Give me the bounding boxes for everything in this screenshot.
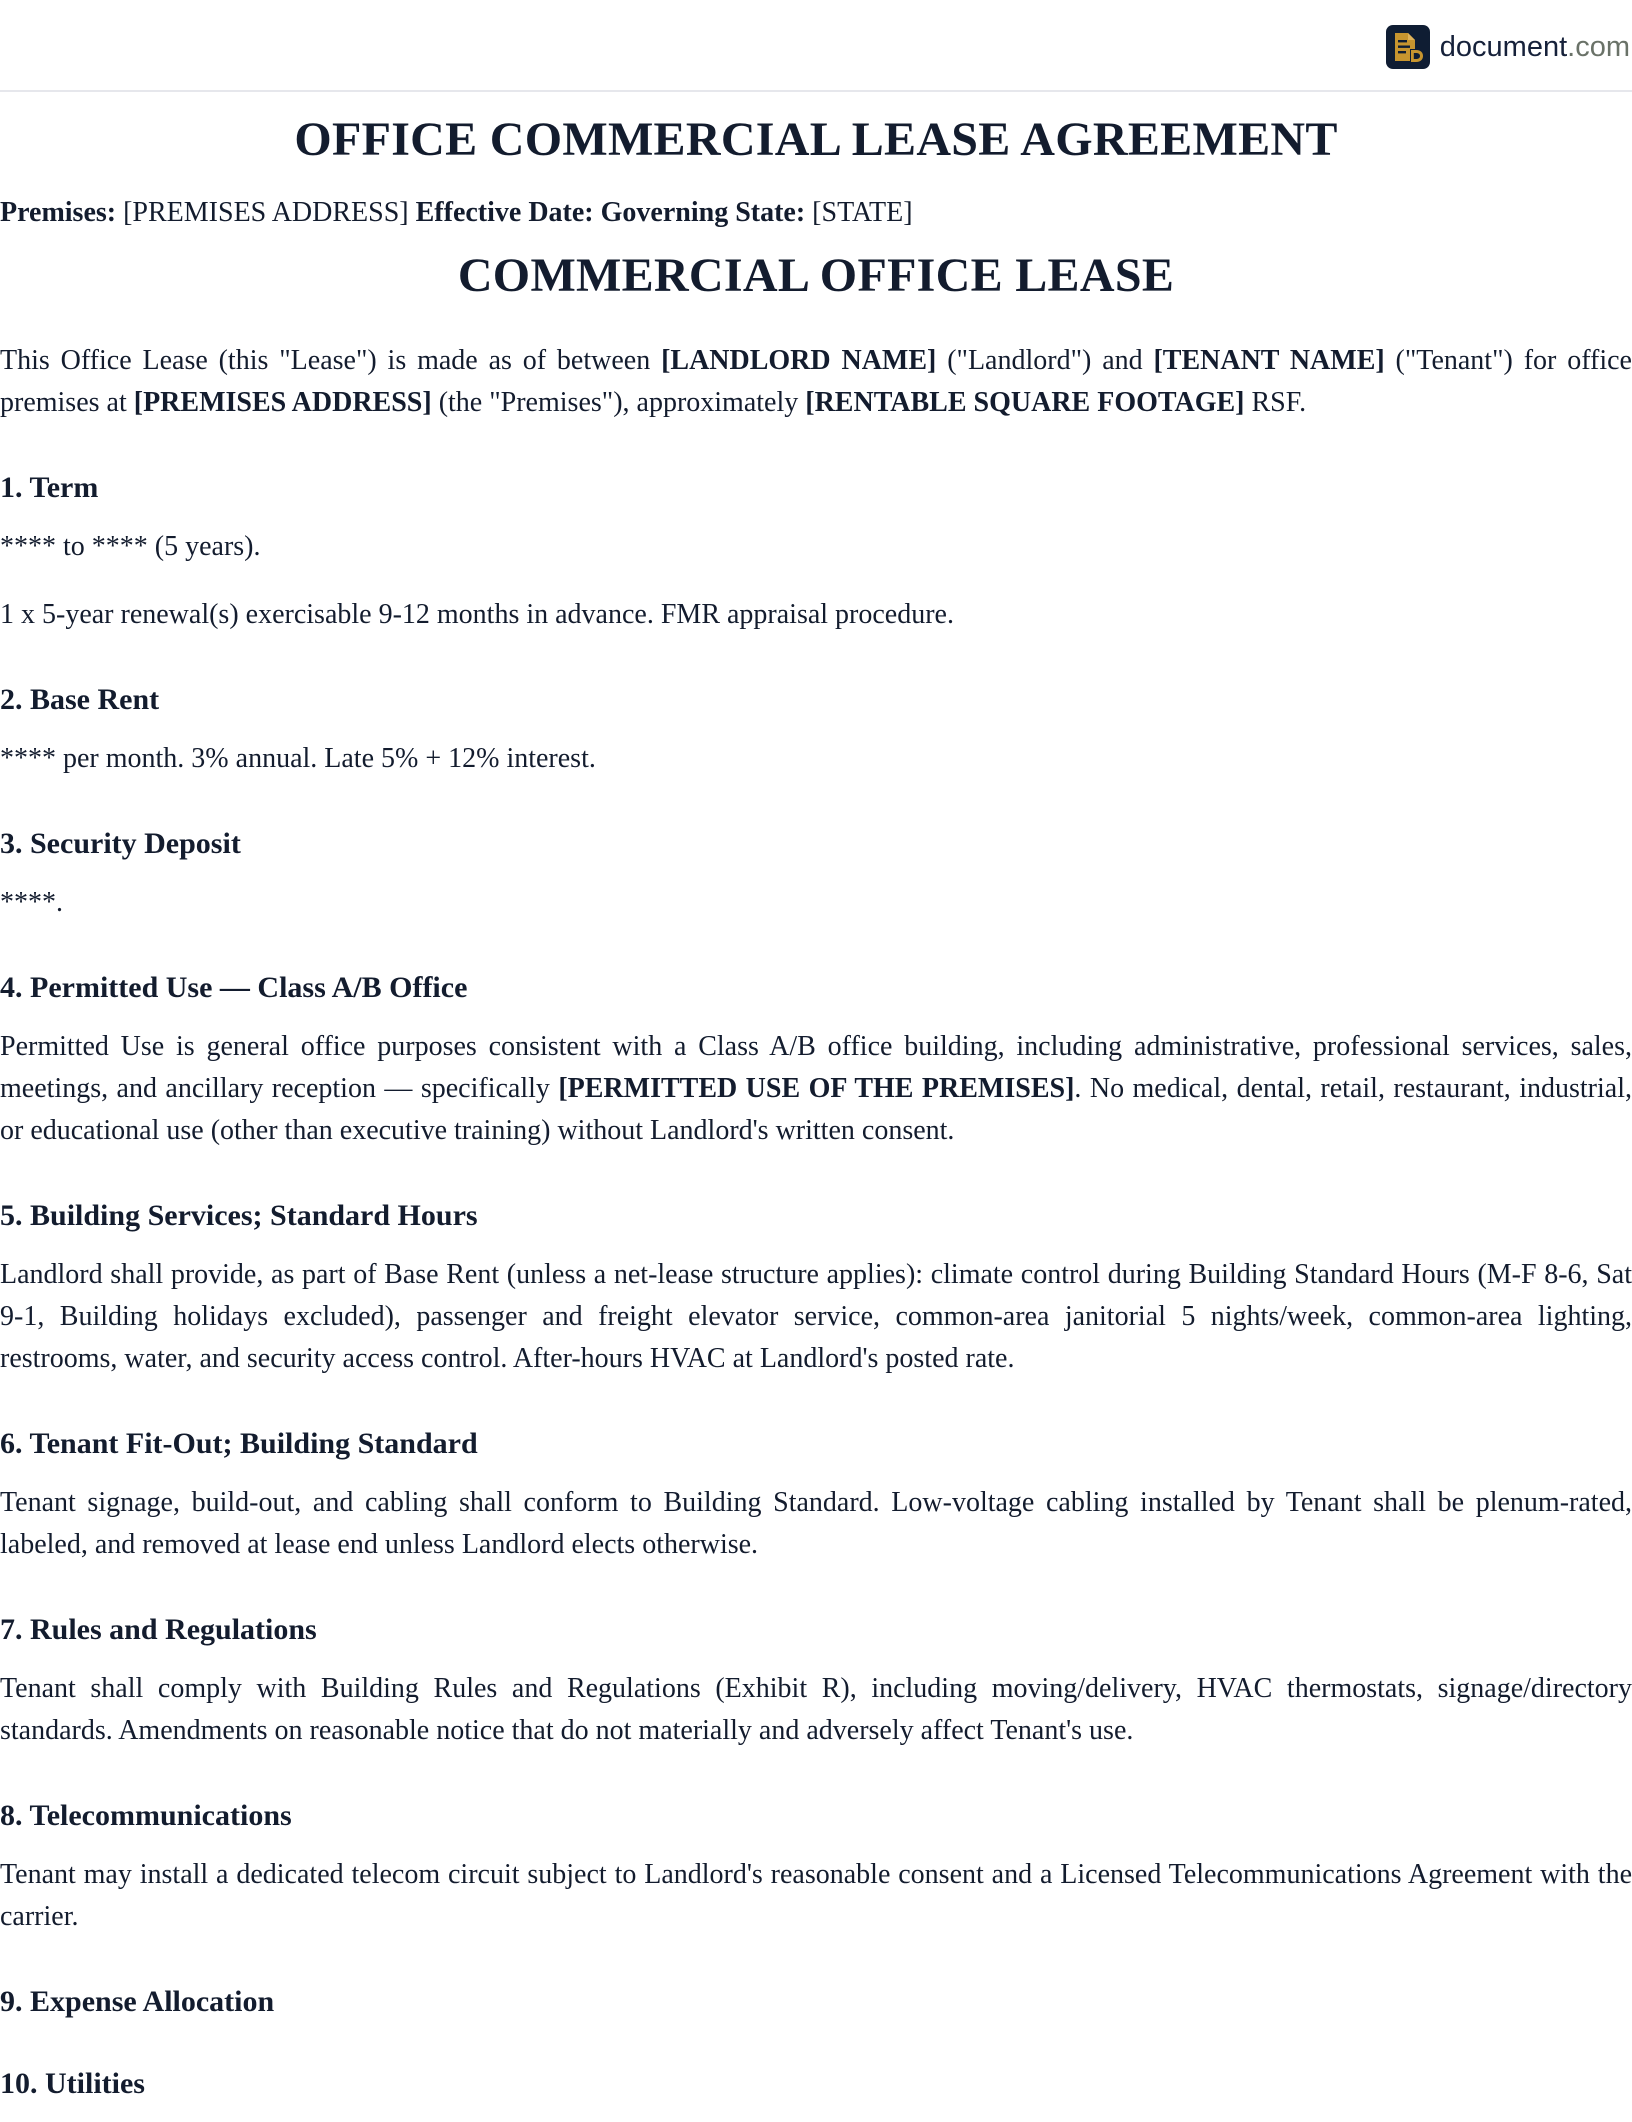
base-rent-text: **** per month. 3% annual. Late 5% + 12% interest.	[0, 743, 596, 774]
security-deposit-text: ****.	[0, 887, 63, 918]
intro-text: RSF.	[1244, 387, 1307, 418]
section-heading-rules-regulations: 7. Rules and Regulations	[0, 1613, 317, 1646]
document-body	[0, 104, 1632, 2122]
section-heading-base-rent: 2. Base Rent	[0, 683, 160, 716]
term-dates: **** to **** (5 years).	[0, 531, 261, 562]
section-heading-tenant-fit-out: 6. Tenant Fit-Out; Building Standard	[0, 1427, 478, 1460]
tenant-name-placeholder: [TENANT NAME]	[1153, 345, 1385, 376]
term-renewal: 1 x 5-year renewal(s) exercisable 9-12 months in advance. FMR appraisal procedure.	[0, 599, 954, 630]
tenant-fit-out-text: Tenant signage, build-out, and cabling shall conform to Building Standard. Low-voltage cabling installed by Tenant shall be plenum-rated, labeled, and removed at lease end unless Landlord elects otherwise.	[0, 1487, 1632, 1560]
effective-date-label: Effective Date:	[415, 197, 594, 228]
intro-text: This Office Lease (this "Lease") is made as of between	[0, 345, 662, 376]
premises-address-placeholder: [PREMISES ADDRESS]	[133, 387, 432, 418]
intro-paragraph	[0, 340, 1632, 424]
section-heading-term: 1. Term	[0, 471, 99, 504]
section-heading-permitted-use: 4. Permitted Use — Class A/B Office	[0, 971, 468, 1004]
document-meta	[0, 192, 1632, 234]
section-heading-expense-allocation: 9. Expense Allocation	[0, 1985, 275, 2018]
top-bar	[0, 0, 1632, 92]
permitted-use-text-start: Permitted Use is general office purposes consistent with a Class A/B office building, including administrative, professional services, sales, meetings, and ancillary reception — specifically	[0, 1031, 1632, 1104]
intro-text: ("Landlord") and	[936, 345, 1154, 376]
document-title: OFFICE COMMERCIAL LEASE AGREEMENT	[294, 113, 1338, 166]
intro-text: ("Tenant") for office premises at	[0, 345, 1632, 418]
brand-wordmark	[1440, 25, 1630, 69]
premises-value: [PREMISES ADDRESS]	[123, 197, 409, 228]
rentable-square-footage-placeholder: [RENTABLE SQUARE FOOTAGE]	[805, 387, 1245, 418]
permitted-use-text	[0, 1026, 1632, 1152]
governing-state-value: [STATE]	[812, 197, 913, 228]
premises-label: Premises:	[0, 197, 117, 228]
landlord-name-placeholder: [LANDLORD NAME]	[661, 345, 937, 376]
telecommunications-text: Tenant may install a dedicated telecom circuit subject to Landlord's reasonable consent and a Licensed Telecommunications Agreement with the carrier.	[0, 1859, 1632, 1932]
section-heading-building-services: 5. Building Services; Standard Hours	[0, 1199, 478, 1232]
building-services-text: Landlord shall provide, as part of Base Rent (unless a net-lease structure applies): climate control during Building Standard Hours (M-F 8-6, Sat 9-1, Building holidays excluded), passenger and freight elevator service, common-area janitorial 5 nights/week, common-area lighting, restrooms, water, and security access control. After-hours HVAC at Landlord's posted rate.	[0, 1259, 1632, 1374]
permitted-use-text-end: . No medical, dental, retail, restaurant, industrial, or educational use (other than executive training) without Landlord's written consent.	[0, 1073, 1632, 1146]
section-heading-telecommunications: 8. Telecommunications	[0, 1799, 292, 1832]
governing-state-label: Governing State:	[600, 197, 806, 228]
brand-name: document	[1439, 31, 1568, 63]
intro-text: (the "Premises"), approximately	[431, 387, 806, 418]
section-heading-security-deposit: 3. Security Deposit	[0, 827, 241, 860]
brand-tld: .com	[1567, 31, 1630, 63]
permitted-use-placeholder: [PERMITTED USE OF THE PREMISES]	[558, 1073, 1075, 1104]
section-heading-utilities: 10. Utilities	[0, 2067, 145, 2100]
lease-subtitle: COMMERCIAL OFFICE LEASE	[457, 249, 1175, 302]
brand-logo-link[interactable]	[1386, 25, 1630, 69]
rules-regulations-text: Tenant shall comply with Building Rules and Regulations (Exhibit R), including moving/delivery, HVAC thermostats, signage/directory standards. Amendments on reasonable notice that do not materially and adversely affect Tenant's use.	[0, 1673, 1632, 1746]
document-logo-icon	[1386, 25, 1430, 69]
